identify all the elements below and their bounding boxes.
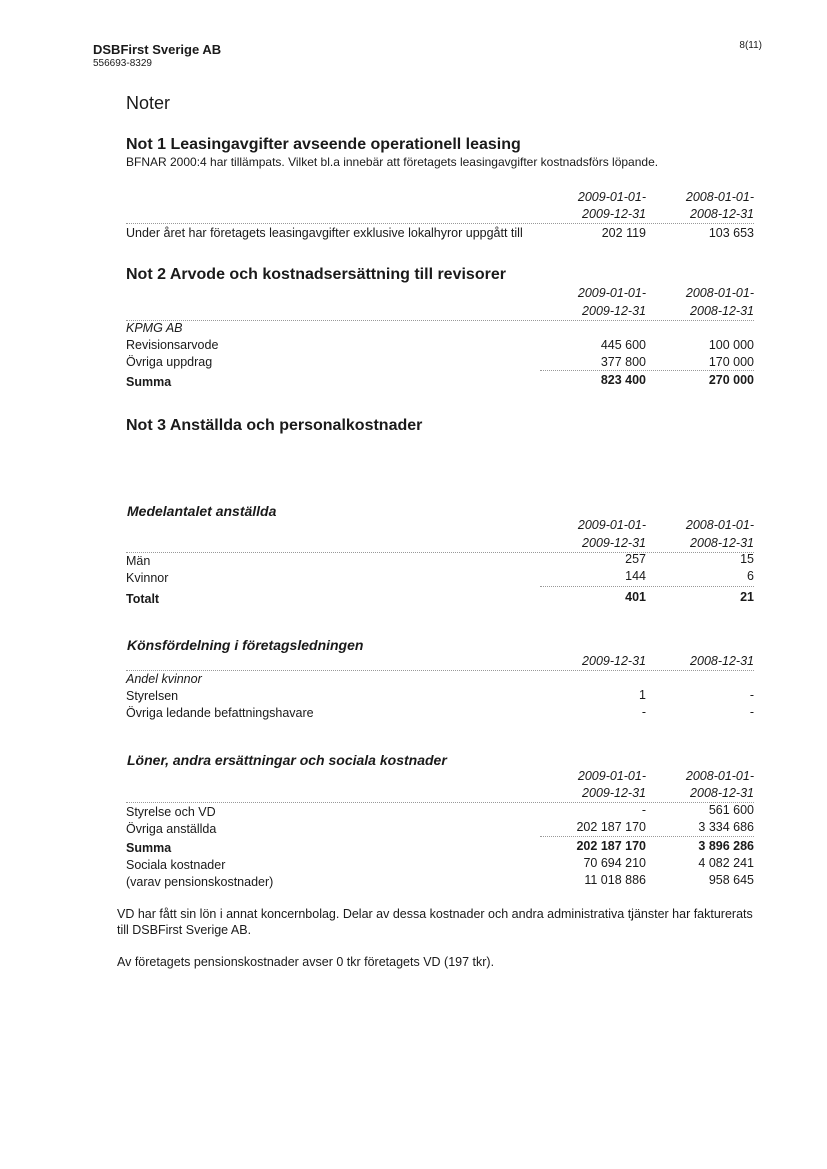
not2-heading: Not 2 Arvode och kostnadsersättning till revisorer [126, 266, 506, 283]
not2-col2-to: 2008-12-31 [690, 304, 754, 318]
company-name: DSBFirst Sverige AB [93, 42, 222, 57]
not2-row-label: Övriga uppdrag [126, 355, 213, 369]
loner-row-v2: 561 600 [708, 803, 754, 817]
not1-col2-to: 2008-12-31 [690, 207, 754, 221]
pension-note: Av företagets pensionskostnader avser 0 tkr företagets VD (197 tkr). [117, 955, 495, 969]
medel-row-label: Män [126, 554, 151, 568]
medel-row-v2: 15 [740, 552, 754, 566]
not2-col1-to: 2009-12-31 [582, 304, 646, 318]
page-title: Noter [126, 93, 171, 113]
not2-row-label: Revisionsarvode [126, 338, 219, 352]
loner-row-v2: 4 082 241 [698, 856, 754, 870]
kon-heading: Könsfördelning i företagsledningen [127, 637, 364, 653]
loner-row-label: Sociala kostnader [126, 858, 226, 872]
not1-col2-from: 2008-01-01- [685, 190, 754, 204]
not1-col1-from: 2009-01-01- [577, 190, 646, 204]
loner-col2-to: 2008-12-31 [690, 786, 754, 800]
vd-note: VD har fått sin lön i annat koncernbolag. Delar av dessa kostnader och andra administrativa tjänster har fakturerats till DSBFirst Sverige AB. [117, 907, 753, 937]
medel-col2-from: 2008-01-01- [685, 518, 754, 532]
not1-heading: Not 1 Leasingavgifter avseende operationell leasing [126, 136, 521, 153]
loner-row-label: (varav pensionskostnader) [126, 875, 274, 889]
medel-row-v2: 6 [747, 569, 754, 583]
loner-row-v2: 958 645 [708, 873, 754, 887]
not2-group: KPMG AB [126, 321, 183, 335]
loner-heading: Löner, andra ersättningar och sociala kostnader [127, 752, 447, 768]
divider [126, 670, 754, 671]
loner-row-label: Övriga anställda [126, 822, 217, 836]
loner-col1-to: 2009-12-31 [582, 786, 646, 800]
kon-group: Andel kvinnor [126, 672, 202, 686]
kon-row-label: Övriga ledande befattningshavare [126, 706, 314, 720]
kon-row-v1: 1 [639, 688, 646, 702]
not2-col1-from: 2009-01-01- [577, 286, 646, 300]
not2-total-label: Summa [126, 375, 172, 389]
kon-row-v1: - [641, 705, 646, 719]
not1-row-v1: 202 119 [601, 226, 646, 240]
loner-row-v1: 11 018 886 [584, 873, 646, 887]
divider [540, 586, 754, 587]
not2-row-v2: 170 000 [708, 355, 754, 369]
not1-row-v2: 103 653 [708, 226, 754, 240]
loner-row-v1: - [641, 803, 646, 817]
not2-total-v1: 823 400 [600, 373, 646, 387]
medel-col1-from: 2009-01-01- [577, 518, 646, 532]
kon-col2: 2008-12-31 [690, 654, 754, 668]
medel-col1-to: 2009-12-31 [582, 536, 646, 550]
kon-col1: 2009-12-31 [582, 654, 646, 668]
not2-row-v1: 377 800 [600, 355, 646, 369]
medel-row-v1: 144 [625, 569, 646, 583]
loner-row-v1: 202 187 170 [576, 820, 646, 834]
divider [126, 223, 754, 224]
not1-row-label: Under året har företagets leasingavgifter exklusive lokalhyror uppgått till [126, 226, 523, 240]
not2-col2-from: 2008-01-01- [685, 286, 754, 300]
divider [126, 320, 754, 321]
loner-row-label: Styrelse och VD [126, 805, 216, 819]
kon-row-label: Styrelsen [126, 689, 179, 703]
loner-total-v1: 202 187 170 [576, 839, 646, 853]
medel-row-label: Kvinnor [126, 571, 169, 585]
not3-heading: Not 3 Anställda och personalkostnader [126, 417, 423, 434]
loner-col2-from: 2008-01-01- [685, 769, 754, 783]
loner-row-v2: 3 334 686 [698, 820, 754, 834]
medel-total-v1: 401 [625, 590, 646, 604]
not2-total-v2: 270 000 [708, 373, 754, 387]
loner-total-label: Summa [126, 841, 172, 855]
medel-total-label: Totalt [126, 592, 160, 606]
medel-heading: Medelantalet anställda [127, 503, 277, 519]
loner-col1-from: 2009-01-01- [577, 769, 646, 783]
medel-total-v2: 21 [740, 590, 754, 604]
not1-col1-to: 2009-12-31 [582, 207, 646, 221]
not1-intro: BFNAR 2000:4 har tillämpats. Vilket bl.a innebär att företagets leasingavgifter kostnadsförs löpande. [126, 155, 659, 169]
kon-row-v2: - [749, 705, 754, 719]
loner-row-v1: 70 694 210 [583, 856, 646, 870]
kon-row-v2: - [749, 688, 754, 702]
not2-row-v1: 445 600 [600, 338, 646, 352]
medel-row-v1: 257 [625, 552, 646, 566]
page-number: 8(11) [739, 40, 762, 51]
loner-total-v2: 3 896 286 [698, 839, 754, 853]
org-number: 556693-8329 [93, 58, 152, 69]
divider [540, 836, 754, 837]
not2-row-v2: 100 000 [708, 338, 754, 352]
divider [540, 370, 754, 371]
medel-col2-to: 2008-12-31 [690, 536, 754, 550]
